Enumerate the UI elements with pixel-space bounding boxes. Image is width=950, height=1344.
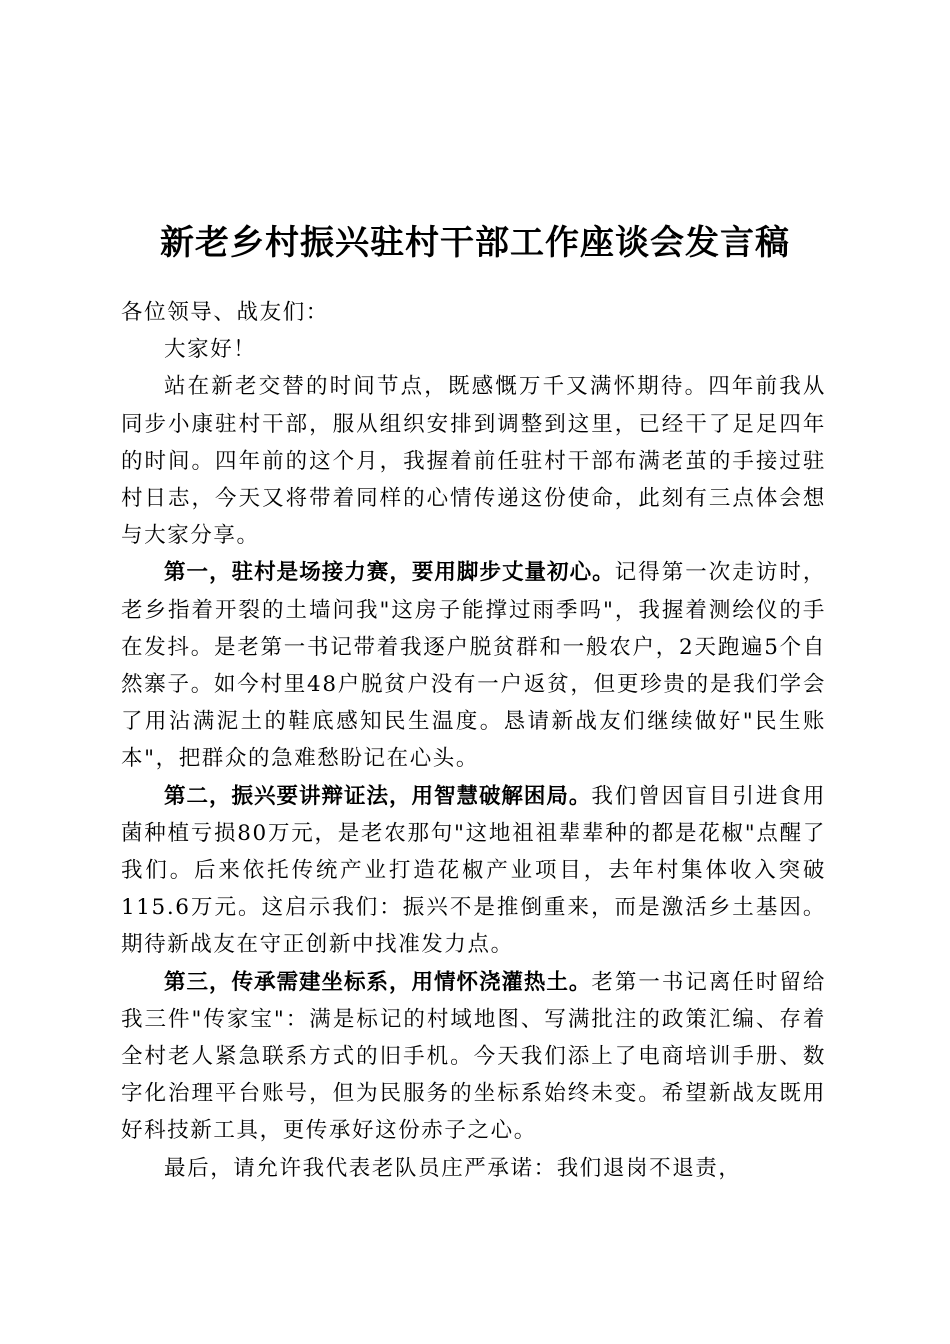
section-heading-2: 第二，振兴要讲辩证法，用智慧破解困局。 — [164, 783, 592, 809]
salutation: 各位领导、战友们： — [121, 300, 329, 325]
section-heading-1: 第一，驻村是场接力赛，要用脚步丈量初心。 — [164, 560, 615, 586]
section-paragraph-3 — [121, 964, 826, 1150]
greeting: 大家好！ — [164, 337, 257, 363]
intro-paragraph: 站在新老交替的时间节点，既感慨万千又满怀期待。四年前我从同步小康驻村干部，服从组织安排到调整到这里，已经干了足足四年的时间。四年前的这个月，我握着前任驻村干部布满老茧的手接过驻村日志，今天又将带着同样的心情传递这份使命，此刻有三点体会想与大家分享。 — [121, 374, 826, 549]
section-text-3: 老第一书记离任时留给我三件"传家宝"：满是标记的村域地图、写满批注的政策汇编、存着全村老人紧急联系方式的旧手机。今天我们添上了电商培训手册、数字化治理平台账号，但为民服务的坐标系始终未变。希望新战友既用好科技新工具，更传承好这份赤子之心。 — [121, 969, 826, 1144]
section-text-2: 我们曾因盲目引进食用菌种植亏损80万元，是老农那句"这地祖祖辈辈种的都是花椒"点醒了我们。后来依托传统产业打造花椒产业项目，去年村集体收入突破115.6万元。这启示我们：振兴不是推倒重来，而是激活乡土基因。期待新战友在守正创新中找准发力点。 — [121, 783, 826, 958]
document-body — [121, 294, 826, 1187]
section-text-1: 记得第一次走访时，老乡指着开裂的土墙问我"这房子能撑过雨季吗"，我握着测绘仪的手在发抖。是老第一书记带着我逐户脱贫群和一般农户，2天跑遍5个自然寨子。如今村里48户脱贫户没有一户返贫，但更珍贵的是我们学会了用沾满泥土的鞋底感知民生温度。恳请新战友们继续做好"民生账本"，把群众的急难愁盼记在心头。 — [121, 560, 826, 772]
section-paragraph-1 — [121, 554, 826, 777]
section-heading-3: 第三，传承需建坐标系，用情怀浇灌热土。 — [164, 969, 592, 995]
document-title: 新老乡村振兴驻村干部工作座谈会发言稿 — [160, 222, 790, 263]
section-paragraph-2 — [121, 778, 826, 964]
closing-paragraph: 最后，请允许我代表老队员庄严承诺：我们退岗不退责， — [164, 1155, 742, 1181]
